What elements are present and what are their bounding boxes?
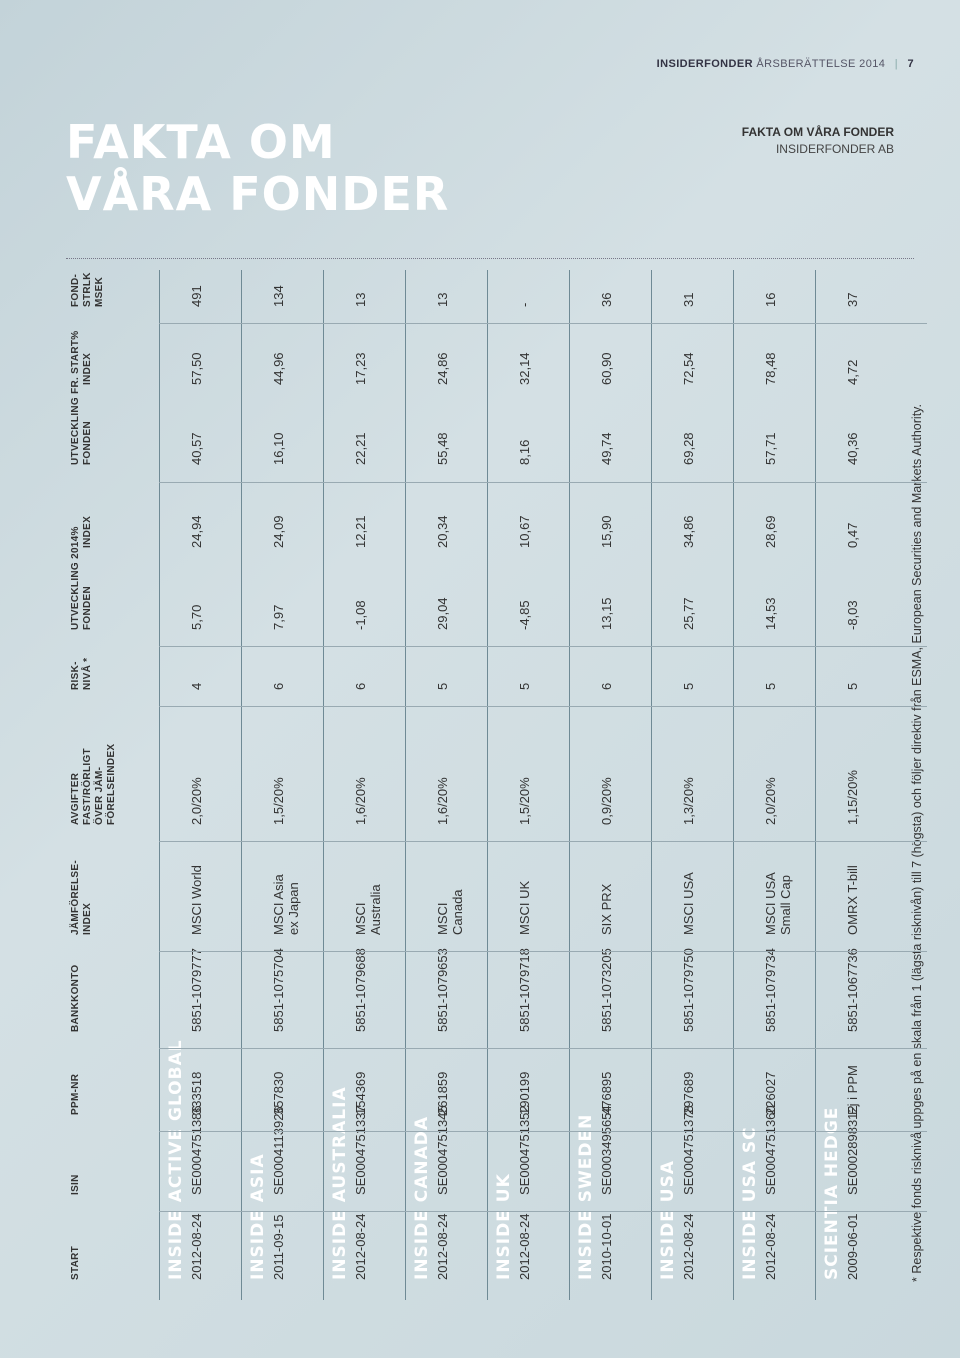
fund-row [569, 270, 651, 1300]
cell-f2014: -4,85 [517, 600, 532, 630]
cell-istart: 24,86 [435, 352, 450, 385]
fund-row [487, 270, 569, 1300]
cell-fstart: 57,71 [763, 432, 778, 465]
table-header-row [64, 270, 144, 1300]
cell-ppm: 476895 [599, 1071, 614, 1115]
column-separator [159, 951, 927, 952]
header-bank [70, 964, 82, 1032]
column-separator [159, 482, 927, 483]
cell-start: 2010-10-01 [599, 1213, 614, 1280]
cell-f2014: 25,77 [681, 597, 696, 630]
cell-i2014: 24,94 [189, 515, 204, 548]
cell-size: 491 [189, 285, 204, 307]
column-separator [159, 1131, 927, 1132]
cell-index [353, 884, 383, 935]
cell-index [599, 884, 614, 935]
header-index [70, 860, 94, 935]
index-line: ex Japan [286, 882, 301, 935]
cell-start: 2009-06-01 [845, 1213, 860, 1280]
page-title [66, 116, 449, 220]
cell-istart: 72,54 [681, 352, 696, 385]
cell-bank: 5851-1079777 [189, 948, 204, 1032]
row-divider [733, 270, 734, 1300]
row-divider [815, 270, 816, 1300]
index-line: SIX PRX [599, 883, 614, 935]
fund-name: INSIDE ACTIVE GLOBAL [166, 1039, 186, 1280]
cell-f2014: 14,53 [763, 597, 778, 630]
row-divider [487, 270, 488, 1300]
cell-bank: 5851-1079688 [353, 948, 368, 1032]
column-separator [159, 1048, 927, 1049]
cell-index [681, 872, 696, 935]
subtitle-line-1: FAKTA OM VÅRA FONDER [741, 125, 894, 139]
row-divider [241, 270, 242, 1300]
cell-fstart: 40,36 [845, 432, 860, 465]
cell-size: 36 [599, 292, 614, 307]
cell-fstart: 55,48 [435, 432, 450, 465]
cell-fstart: 8,16 [517, 439, 532, 465]
cell-index [845, 865, 860, 935]
cell-ppm: 261859 [435, 1071, 450, 1115]
cell-bank: 5851-1079750 [681, 948, 696, 1032]
cell-fstart: 40,57 [189, 432, 204, 465]
column-separator [159, 1211, 927, 1212]
cell-isin: SE0003495654 [599, 1105, 614, 1195]
running-header: INSIDERFONDER ÅRSBERÄTTELSE 2014 | 7 [656, 58, 914, 70]
index-line: Canada [450, 889, 465, 935]
cell-i2014: 12,21 [353, 515, 368, 548]
cell-isin: SE0004751345 [435, 1105, 450, 1195]
column-separator [159, 841, 927, 842]
fund-row [733, 270, 815, 1300]
column-separator [159, 323, 927, 324]
header-page-number: 7 [907, 58, 914, 70]
row-divider [323, 270, 324, 1300]
cell-i2014: 24,09 [271, 515, 286, 548]
index-line: MSCI Asia [271, 874, 286, 935]
cell-istart: 44,96 [271, 352, 286, 385]
header-fees-line: AVGIFTER [70, 772, 81, 825]
fund-name: SCIENTIA HEDGE [822, 1106, 842, 1280]
cell-start: 2012-08-24 [763, 1213, 778, 1280]
cell-istart: 60,90 [599, 352, 614, 385]
row-divider [651, 270, 652, 1300]
cell-start: 2012-08-24 [353, 1213, 368, 1280]
header-risk-line: NIVÅ * [82, 657, 93, 690]
cell-start: 2012-08-24 [435, 1213, 450, 1280]
cell-i2014: 15,90 [599, 515, 614, 548]
cell-f2014: 29,04 [435, 597, 450, 630]
index-line: MSCI UK [517, 880, 532, 935]
cell-start: 2012-08-24 [517, 1213, 532, 1280]
cell-risk: 6 [271, 682, 286, 690]
fund-name: INSIDE UK [494, 1173, 514, 1280]
cell-i2014: 28,69 [763, 515, 778, 548]
cell-fees: 1,6/20% [353, 777, 368, 825]
cell-isin: SE0004751337 [353, 1105, 368, 1195]
cell-bank: 5851-1079718 [517, 948, 532, 1032]
cell-ppm: 154369 [353, 1071, 368, 1115]
cell-start: 2011-09-15 [271, 1214, 286, 1280]
header-isin [70, 1174, 82, 1195]
cell-bank: 5851-1079734 [763, 948, 778, 1032]
cell-f2014: 7,97 [271, 604, 286, 630]
cell-size: 13 [353, 292, 368, 307]
cell-i2014: 10,67 [517, 515, 532, 548]
cell-istart: 32,14 [517, 352, 532, 385]
header-ppm [70, 1074, 82, 1115]
cell-i2014: 34,86 [681, 515, 696, 548]
header-size [70, 272, 106, 307]
cell-ppm: 226027 [763, 1071, 778, 1115]
cell-i2014: 0,47 [845, 522, 860, 548]
fund-name: INSIDE USA [658, 1160, 678, 1280]
cell-risk: 5 [845, 682, 860, 690]
cell-ppm: Ej i PPM [845, 1065, 860, 1115]
header-report: ÅRSBERÄTTELSE 2014 [756, 58, 886, 70]
cell-size: 13 [435, 292, 450, 307]
fund-name: INSIDE ASIA [248, 1153, 268, 1280]
cell-index [763, 872, 793, 935]
cell-f2014: -8,03 [845, 600, 860, 630]
cell-istart: 4,72 [845, 359, 860, 385]
index-line: OMRX T-bill [845, 865, 860, 935]
cell-index [189, 865, 204, 935]
cell-fees: 1,15/20% [845, 770, 860, 825]
cell-risk: 6 [599, 682, 614, 690]
header-fees-line: FÖRELSEINDEX [106, 743, 117, 825]
header-fees [70, 744, 118, 825]
cell-fstart: 16,10 [271, 432, 286, 465]
fund-row [241, 270, 323, 1300]
header-dev-2014: UTVECKLING 2014% FONDEN INDEX [70, 515, 93, 630]
column-separator [159, 706, 927, 707]
header-size-line: STRLK [82, 272, 93, 307]
cell-fstart: 49,74 [599, 432, 614, 465]
cell-risk: 6 [353, 682, 368, 690]
page-subtitle [742, 124, 894, 158]
cell-bank: 5851-1079653 [435, 948, 450, 1032]
cell-size: 37 [845, 292, 860, 307]
column-separator [159, 646, 927, 647]
cell-risk: 5 [681, 682, 696, 690]
cell-index [435, 889, 465, 935]
cell-fees: 2,0/20% [763, 777, 778, 825]
fund-row [159, 270, 241, 1300]
cell-isin: SE0004751360 [763, 1105, 778, 1195]
header-dev-start: UTVECKLING FR. START% FONDEN INDEX [70, 330, 93, 465]
index-line: MSCI [435, 902, 450, 935]
header-index-line: INDEX [82, 902, 93, 935]
cell-ppm: 357830 [271, 1071, 286, 1115]
cell-size: 134 [271, 285, 286, 307]
cell-fstart: 69,28 [681, 432, 696, 465]
cell-f2014: 5,70 [189, 604, 204, 630]
cell-ppm: 333518 [189, 1071, 204, 1115]
cell-bank: 5851-1067736 [845, 948, 860, 1032]
index-line: Australia [368, 884, 383, 935]
cell-fstart: 22,21 [353, 432, 368, 465]
cell-fees: 0,9/20% [599, 777, 614, 825]
cell-risk: 5 [517, 682, 532, 690]
index-line: MSCI USA [763, 872, 778, 935]
title-line-2: VÅRA FONDER [66, 167, 450, 221]
cell-istart: 17,23 [353, 352, 368, 385]
cell-f2014: -1,08 [353, 600, 368, 630]
cell-index [517, 881, 532, 935]
index-line: MSCI [353, 902, 368, 935]
cell-bank: 5851-1073205 [599, 948, 614, 1032]
cell-start: 2012-08-24 [681, 1213, 696, 1280]
fund-row [815, 270, 897, 1300]
cell-size: 16 [763, 292, 778, 307]
fund-facts-table [64, 270, 924, 1300]
header-size-line: MSEK [94, 276, 105, 307]
cell-fees: 1,6/20% [435, 777, 450, 825]
fund-name: INSIDE CANADA [412, 1115, 432, 1280]
cell-start: 2012-08-24 [189, 1213, 204, 1280]
cell-fees: 1,5/20% [517, 777, 532, 825]
index-line: MSCI USA [681, 872, 696, 935]
header-index-line: JÄMFÖRELSE- [70, 860, 81, 935]
header-ppm-line: PPM-NR [70, 1073, 81, 1115]
fund-name: INSIDE SWEDEN [576, 1113, 596, 1280]
cell-ppm: 190199 [517, 1071, 532, 1115]
header-bank-line: BANKKONTO [70, 964, 81, 1032]
cell-risk: 5 [435, 682, 450, 690]
cell-size: 31 [681, 292, 696, 307]
cell-isin: SE0004113926 [271, 1106, 286, 1195]
cell-istart: 57,50 [189, 352, 204, 385]
row-divider [569, 270, 570, 1300]
cell-index [271, 874, 301, 935]
cell-isin: SE0002898312 [845, 1105, 860, 1195]
title-line-1: FAKTA OM [66, 115, 336, 169]
row-divider [405, 270, 406, 1300]
header-isin-line: ISIN [70, 1174, 81, 1195]
header-risk [70, 658, 94, 690]
header-fees-line: FAST/RÖRLIGT [82, 748, 93, 825]
cell-isin: SE0004751352 [517, 1105, 532, 1195]
title-divider [66, 258, 914, 259]
index-line: MSCI World [189, 865, 204, 935]
fund-name: INSIDE USA SC [740, 1126, 760, 1280]
row-divider [159, 270, 160, 1300]
fund-row [405, 270, 487, 1300]
cell-fees: 1,5/20% [271, 777, 286, 825]
cell-risk: 4 [189, 682, 204, 690]
header-fees-line: ÖVER JÄM- [94, 766, 105, 825]
fund-row [651, 270, 733, 1300]
cell-f2014: 13,15 [599, 597, 614, 630]
cell-fees: 2,0/20% [189, 777, 204, 825]
index-line: Small Cap [778, 875, 793, 935]
cell-ppm: 297689 [681, 1071, 696, 1115]
cell-size: - [517, 302, 532, 307]
footnote: * Respektive fonds risknivå uppges på en skala från 1 (lägsta risknivån) till 7 (högsta) och följer direktiv från ESMA, European Securities and Markets Authority. [910, 404, 924, 1282]
cell-isin: SE0004751378 [681, 1105, 696, 1195]
subtitle-line-2: INSIDERFONDER AB [775, 142, 894, 156]
cell-istart: 78,48 [763, 352, 778, 385]
cell-bank: 5851-1075704 [271, 948, 286, 1032]
fund-row [323, 270, 405, 1300]
cell-i2014: 20,34 [435, 515, 450, 548]
fund-name: INSIDE AUSTRALIA [330, 1086, 350, 1280]
cell-fees: 1,3/20% [681, 777, 696, 825]
cell-risk: 5 [763, 682, 778, 690]
header-start-line: START [70, 1245, 81, 1280]
header-size-line: FOND- [70, 273, 81, 307]
header-start [70, 1246, 82, 1280]
header-brand: INSIDERFONDER [656, 58, 753, 70]
cell-isin: SE0004751386 [189, 1105, 204, 1195]
header-risk-line: RISK- [70, 661, 81, 690]
